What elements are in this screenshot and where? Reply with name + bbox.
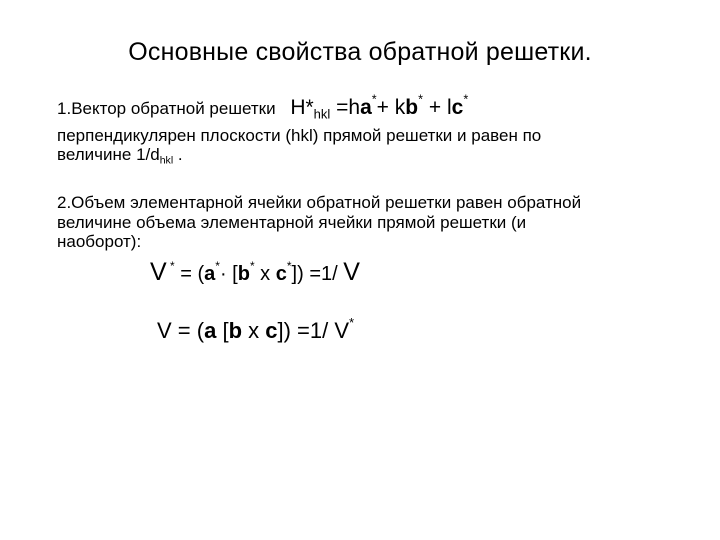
formula-b: b (405, 96, 419, 119)
formula-b-star: * (418, 92, 424, 107)
eq1-a-star: * (215, 258, 220, 273)
eq1-b: b (237, 263, 250, 285)
eq2-close: ]) =1/ V (277, 318, 350, 343)
item2-line3: наоборот): (57, 232, 142, 251)
formula-c-star: * (463, 92, 469, 107)
eq2-V-eq: V = ( (157, 318, 205, 343)
item1-line3-prefix: величине 1/d (57, 145, 160, 164)
eq1-V: V (150, 258, 167, 286)
item1-line3-suffix: . (173, 145, 183, 164)
eq2-V-star: * (349, 314, 355, 330)
eq1-V-star: * (166, 258, 175, 273)
eq1-x: x (254, 263, 276, 285)
eq2-x: x (242, 318, 266, 343)
formula-plus-k: + k (376, 96, 406, 119)
eq2-bracket: [ (216, 318, 229, 343)
item1-line2: перпендикулярен плоскости (hkl) прямой решетки и равен по (57, 126, 542, 145)
item1-lead: Вектор обратной решетки (71, 99, 276, 118)
item1-line3 (57, 145, 183, 165)
eq1-a: a (204, 263, 216, 285)
item1-line1 (57, 92, 469, 122)
formula-H-subscript: hkl (313, 106, 331, 122)
formula-c: c (451, 96, 464, 119)
direct-volume-equation (157, 314, 355, 344)
eq2-c: c (265, 318, 278, 343)
formula-eq-h: =h (330, 96, 361, 119)
eq1-eq-open: = ( (174, 263, 205, 285)
item2-line1: 2.Объем элементарной ячейки обратной решетки равен обратной (57, 193, 582, 212)
item2-line2: величине объема элементарной ячейки прямой решетки (и (57, 213, 527, 232)
reciprocal-volume-equation (150, 258, 360, 287)
formula-a: a (360, 96, 372, 119)
eq1-close: ]) =1/ (291, 263, 344, 285)
eq1-V2: V (343, 258, 360, 286)
eq1-c-star: * (286, 258, 292, 273)
eq2-a: a (204, 318, 217, 343)
formula-H: H* (290, 96, 314, 119)
item1-line3-subscript: hkl (159, 154, 174, 167)
slide-title: Основные свойства обратной решетки. (128, 38, 592, 66)
formula-plus-l: + l (423, 96, 452, 119)
item1-number: 1. (57, 99, 72, 118)
eq1-b-star: * (249, 258, 255, 273)
eq1-c: c (275, 263, 287, 285)
formula-a-star: * (371, 92, 377, 107)
eq1-dot-open: · [ (219, 263, 238, 285)
reciprocal-vector-formula (290, 92, 469, 122)
eq2-b: b (228, 318, 243, 343)
